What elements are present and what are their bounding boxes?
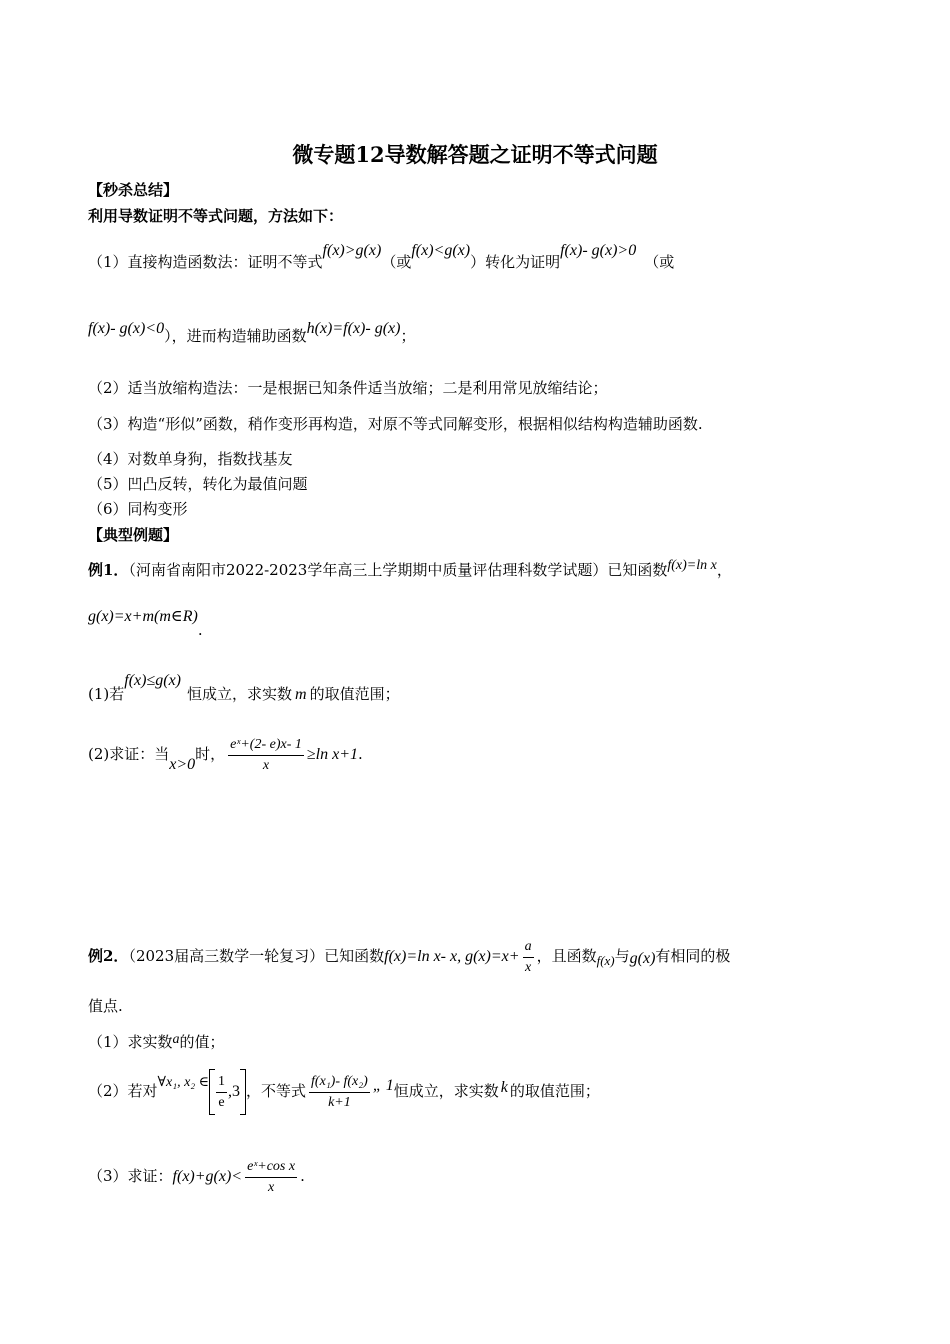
- example2-q3-a: （3）求证：: [88, 1167, 173, 1185]
- example2-yu: 与: [614, 947, 630, 965]
- example2-q2-rhs: „ 1: [372, 1077, 394, 1094]
- example1-q1-c: 的取值范围；: [309, 685, 400, 703]
- example2-q1: [88, 1032, 225, 1054]
- example2-q2-fraction: [309, 1072, 370, 1113]
- summary-item-4: （4）对数单身狗，指数找基友: [88, 450, 293, 468]
- example1-q1-a: (1)若: [88, 685, 125, 703]
- example2-q2-a: （2）若对: [88, 1082, 158, 1100]
- example1-q2-denominator: x: [262, 757, 270, 773]
- example2-statement: [88, 934, 730, 979]
- summary-item-5: （5）凹凸反转，转化为最值问题: [88, 475, 308, 493]
- example2-interval-denominator: e: [218, 1094, 225, 1110]
- example2-q2-forall: ∀x₁, x₂ ∈: [157, 1075, 210, 1090]
- example2-tail: 有相同的极: [655, 947, 731, 965]
- example2-a-denominator: x: [524, 959, 532, 975]
- summary-item-1: [88, 242, 675, 273]
- example2-q2-denominator: k+1: [328, 1094, 351, 1110]
- example2-q3: [88, 1154, 305, 1199]
- example1-q2: [88, 732, 363, 777]
- example1-label: 例1．: [88, 561, 129, 579]
- example1-f-def: f(x)=ln x: [667, 558, 717, 573]
- item1-text-a: （1）直接构造函数法：证明不等式: [88, 253, 323, 271]
- example1-comma: ，: [716, 561, 732, 579]
- example1-g-line: [88, 606, 203, 639]
- item1-text-d: （或: [644, 253, 675, 271]
- example1-q1: [88, 672, 400, 705]
- formula-f-minus-g-gt-0: f(x)- g(x)>0: [560, 242, 637, 259]
- example1-q1-formula: f(x)≤g(x): [124, 672, 181, 689]
- example2-label: 例2．: [88, 947, 129, 965]
- examples-header: 【典型例题】: [88, 526, 179, 544]
- example1-statement: [88, 560, 732, 582]
- example2-q2-k: k: [500, 1079, 508, 1096]
- interval-left-bracket: [209, 1069, 215, 1115]
- summary-item-3: （3）构造“形似”函数，稍作变形再构造，对原不等式同解变形，根据相似结构构造辅助函数.: [88, 415, 703, 433]
- formula-f-lt-g: f(x)<g(x): [411, 242, 471, 259]
- example2-q1-a: （1）求实数: [88, 1033, 173, 1051]
- example1-g-def: g(x)=x+m(m∈R): [88, 608, 198, 625]
- example2-q2-c: 恒成立，求实数: [393, 1082, 499, 1100]
- formula-f-gt-g: f(x)>g(x): [322, 242, 382, 259]
- page-title: 微专题12导数解答题之证明不等式问题: [292, 142, 658, 167]
- example1-q2-numerator: eˣ+(2- e)x- 1: [228, 735, 304, 756]
- example2-q3-end: .: [300, 1167, 305, 1185]
- item1-text-c: ）转化为证明: [470, 253, 561, 271]
- example2-a-numerator: a: [523, 937, 534, 958]
- example2-q2-numerator: f(x₁)- f(x₂): [309, 1072, 370, 1093]
- example2-fx: f(x): [596, 953, 615, 968]
- example2-q1-b: 的值；: [179, 1033, 225, 1051]
- example1-dot: .: [197, 621, 203, 639]
- example2-gx: g(x): [629, 950, 656, 967]
- example1-q2-end: .: [358, 745, 363, 763]
- example2-q2: [88, 1066, 600, 1118]
- example1-q2-b: 时，: [195, 745, 226, 763]
- formula-f-minus-g-lt-0: f(x)- g(x)<0: [88, 320, 165, 337]
- example1-source: （河南省南阳市2022-2023学年高三上学期期中质量评估理科数学试题）已知函数: [128, 561, 668, 579]
- item1-text-b: （或: [381, 253, 412, 271]
- example2-q3-denominator: x: [268, 1179, 275, 1195]
- example2-a-fraction: [523, 937, 534, 978]
- item1-text-f: ；: [400, 327, 416, 345]
- example2-q3-lhs: f(x)+g(x)<: [172, 1168, 243, 1185]
- example1-q2-rhs: ≥ln x+1: [306, 746, 358, 763]
- example1-q2-a: (2)求证：当: [88, 745, 170, 763]
- example2-f-def: f(x)=ln x- x, g(x)=x+: [384, 948, 520, 965]
- example2-q2-b: ，不等式: [246, 1082, 307, 1100]
- example1-q2-fraction: [228, 735, 304, 776]
- example2-interval-numerator: 1: [216, 1072, 227, 1093]
- example2-source: （2023届高三数学一轮复习）已知函数: [128, 947, 385, 965]
- example2-tail-line: 值点.: [88, 997, 123, 1015]
- example2-interval-fraction: [216, 1072, 227, 1113]
- summary-item-6: （6）同构变形: [88, 500, 188, 518]
- example1-q1-m: m: [295, 686, 307, 703]
- example2-q3-numerator: eˣ+cos x: [245, 1157, 297, 1178]
- example1-q1-b: 恒成立，求实数: [187, 685, 293, 703]
- example2-q1-var: a: [172, 1032, 180, 1047]
- example2-mid: ，且函数: [536, 947, 597, 965]
- formula-h-def: h(x)=f(x)- g(x): [306, 320, 401, 337]
- summary-item-2: （2）适当放缩构造法：一是根据已知条件适当放缩；二是利用常见放缩结论；: [88, 379, 608, 397]
- example1-q2-cond: x>0: [169, 756, 196, 773]
- example2-interval-end: ,3: [228, 1083, 241, 1100]
- summary-item-1-cont: [88, 320, 416, 347]
- summary-header: 【秒杀总结】: [88, 181, 179, 199]
- example2-q2-d: 的取值范围；: [509, 1082, 600, 1100]
- item1-text-e: ），进而构造辅助函数: [164, 327, 307, 345]
- summary-intro: 利用导数证明不等式问题，方法如下：: [88, 207, 344, 225]
- example2-q3-fraction: [245, 1157, 297, 1198]
